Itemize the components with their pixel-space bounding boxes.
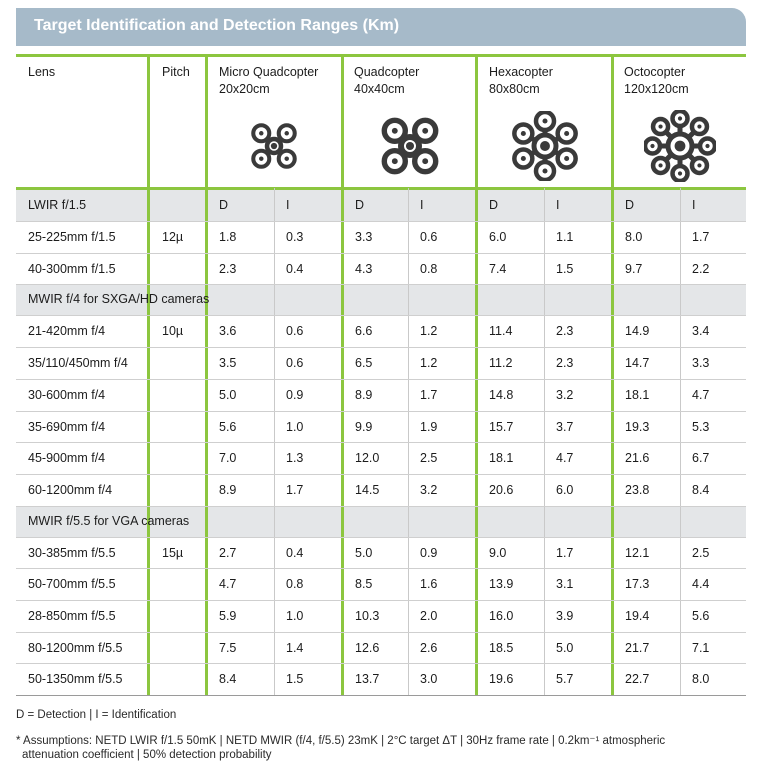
detection-value: 8.9 bbox=[219, 482, 237, 497]
detection-value: 8.0 bbox=[625, 230, 643, 244]
detection-value: 21.6 bbox=[625, 451, 650, 466]
identification-value: 2.3 bbox=[556, 356, 574, 371]
table-bottom-rule bbox=[16, 695, 746, 696]
row-divider bbox=[16, 411, 746, 412]
d-header: D bbox=[219, 198, 229, 212]
row-divider bbox=[16, 284, 746, 285]
detection-value: 17.3 bbox=[625, 577, 650, 592]
detection-value: 9.9 bbox=[355, 419, 373, 434]
identification-value: 5.6 bbox=[692, 609, 710, 623]
d-header: D bbox=[625, 198, 635, 212]
detection-value: 5.0 bbox=[355, 545, 373, 560]
detection-value: 12.6 bbox=[355, 640, 380, 655]
identification-value: 1.0 bbox=[286, 609, 304, 623]
detection-value: 6.0 bbox=[489, 230, 507, 244]
detection-value: 23.8 bbox=[625, 482, 650, 497]
detection-value: 7.4 bbox=[489, 261, 507, 276]
detection-value: 6.5 bbox=[355, 356, 373, 371]
identification-value: 8.4 bbox=[692, 482, 710, 497]
detection-value: 3.6 bbox=[219, 324, 237, 339]
detection-value: 15.7 bbox=[489, 419, 514, 434]
lens-cell: 21-420mm f/4 bbox=[28, 324, 106, 339]
detection-value: 6.6 bbox=[355, 324, 373, 339]
identification-value: 0.8 bbox=[420, 261, 438, 276]
row-divider bbox=[16, 632, 746, 633]
identification-value: 2.5 bbox=[692, 545, 710, 560]
identification-value: 1.5 bbox=[556, 261, 574, 276]
target-name: Quadcopter bbox=[354, 65, 420, 79]
section-header bbox=[16, 190, 746, 221]
section-label: MWIR f/4 for SXGA/HD cameras bbox=[28, 292, 210, 307]
identification-value: 3.0 bbox=[420, 672, 438, 687]
identification-value: 3.2 bbox=[556, 387, 574, 402]
identification-value: 0.6 bbox=[286, 324, 304, 339]
d-header: D bbox=[355, 198, 365, 212]
detection-value: 10.3 bbox=[355, 609, 380, 623]
identification-value: 1.7 bbox=[692, 230, 710, 244]
detection-value: 14.8 bbox=[489, 387, 514, 402]
identification-value: 0.6 bbox=[286, 356, 304, 371]
column-divider bbox=[147, 54, 150, 695]
lens-cell: 45-900mm f/4 bbox=[28, 451, 106, 466]
pitch-cell: 15µ bbox=[162, 545, 184, 560]
target-size: 80x80cm bbox=[489, 82, 540, 96]
d-header: D bbox=[489, 198, 499, 212]
row-divider bbox=[16, 474, 746, 475]
row-divider bbox=[16, 506, 746, 507]
identification-value: 3.7 bbox=[556, 419, 574, 434]
legend-text: D = Detection | I = Identification bbox=[16, 709, 177, 722]
lens-cell: 28-850mm f/5.5 bbox=[28, 609, 116, 623]
identification-value: 0.9 bbox=[420, 545, 438, 560]
row-divider bbox=[16, 379, 746, 380]
identification-value: 5.7 bbox=[556, 672, 574, 687]
detection-value: 8.5 bbox=[355, 577, 373, 592]
lens-cell: 30-385mm f/5.5 bbox=[28, 545, 116, 560]
row-divider bbox=[16, 315, 746, 316]
row-divider bbox=[16, 600, 746, 601]
identification-value: 1.4 bbox=[286, 640, 304, 655]
identification-value: 0.4 bbox=[286, 261, 304, 276]
detection-value: 9.7 bbox=[625, 261, 643, 276]
detection-value: 4.3 bbox=[355, 261, 373, 276]
page-title: Target Identification and Detection Ranges (Km) bbox=[34, 17, 400, 34]
pitch-cell: 12µ bbox=[162, 230, 184, 244]
lens-cell: 80-1200mm f/5.5 bbox=[28, 640, 123, 655]
detection-value: 9.0 bbox=[489, 545, 507, 560]
identification-value: 1.7 bbox=[556, 545, 574, 560]
detection-value: 19.6 bbox=[489, 672, 514, 687]
identification-value: 1.9 bbox=[420, 419, 438, 434]
identification-value: 3.1 bbox=[556, 577, 574, 592]
octocopter-icon bbox=[644, 110, 716, 187]
lens-cell: 50-700mm f/5.5 bbox=[28, 577, 116, 592]
title-bar bbox=[16, 8, 746, 46]
detection-value: 2.7 bbox=[219, 545, 237, 560]
i-header: I bbox=[692, 198, 696, 212]
identification-value: 4.7 bbox=[692, 387, 710, 402]
detection-value: 7.5 bbox=[219, 640, 237, 655]
detection-value: 14.5 bbox=[355, 482, 380, 497]
target-size: 120x120cm bbox=[624, 82, 689, 96]
identification-value: 0.4 bbox=[286, 545, 304, 560]
pitch-header: Pitch bbox=[162, 65, 190, 79]
section-label: LWIR f/1.5 bbox=[28, 198, 87, 212]
identification-value: 3.2 bbox=[420, 482, 438, 497]
i-header: I bbox=[286, 198, 290, 212]
identification-value: 3.3 bbox=[692, 356, 710, 371]
detection-value: 14.9 bbox=[625, 324, 650, 339]
identification-value: 1.1 bbox=[556, 230, 574, 244]
column-divider bbox=[341, 54, 344, 695]
row-divider bbox=[16, 347, 746, 348]
pitch-cell: 10µ bbox=[162, 324, 184, 339]
detection-value: 13.9 bbox=[489, 577, 514, 592]
detection-value: 3.5 bbox=[219, 356, 237, 371]
quadcopter-icon bbox=[377, 113, 443, 184]
row-divider bbox=[16, 442, 746, 443]
lens-cell: 35-690mm f/4 bbox=[28, 419, 106, 434]
detection-value: 7.0 bbox=[219, 451, 237, 466]
detection-value: 13.7 bbox=[355, 672, 380, 687]
identification-value: 2.5 bbox=[420, 451, 438, 466]
identification-value: 1.5 bbox=[286, 672, 304, 687]
detection-value: 3.3 bbox=[355, 230, 373, 244]
i-header: I bbox=[420, 198, 424, 212]
identification-value: 5.3 bbox=[692, 419, 710, 434]
footnote-line-1: * Assumptions: NETD LWIR f/1.5 50mK | NETD MWIR (f/4, f/5.5) 23mK | 2°C target ΔT | 30Hz frame rate | 0.2km⁻¹ atmospheric bbox=[16, 735, 666, 748]
row-divider bbox=[16, 568, 746, 569]
lens-cell: 50-1350mm f/5.5 bbox=[28, 672, 123, 687]
detection-value: 16.0 bbox=[489, 609, 514, 623]
identification-value: 6.7 bbox=[692, 451, 710, 466]
detection-value: 5.9 bbox=[219, 609, 237, 623]
identification-value: 1.2 bbox=[420, 356, 438, 371]
detection-value: 18.5 bbox=[489, 640, 514, 655]
identification-value: 3.4 bbox=[692, 324, 710, 339]
identification-value: 2.0 bbox=[420, 609, 438, 623]
lens-header: Lens bbox=[28, 65, 56, 79]
detection-value: 5.6 bbox=[219, 419, 237, 434]
lens-cell: 40-300mm f/1.5 bbox=[28, 261, 116, 276]
identification-value: 5.0 bbox=[556, 640, 574, 655]
identification-value: 1.7 bbox=[286, 482, 304, 497]
identification-value: 2.6 bbox=[420, 640, 438, 655]
row-divider bbox=[16, 221, 746, 222]
identification-value: 6.0 bbox=[556, 482, 574, 497]
detection-value: 21.7 bbox=[625, 640, 650, 655]
target-name: Micro Quadcopter bbox=[219, 65, 319, 79]
identification-value: 7.1 bbox=[692, 640, 710, 655]
target-name: Octocopter bbox=[624, 65, 686, 79]
detection-value: 8.4 bbox=[219, 672, 237, 687]
detection-value: 11.4 bbox=[489, 324, 513, 339]
column-divider bbox=[611, 54, 614, 695]
header-bottom-rule bbox=[16, 187, 746, 190]
detection-value: 12.1 bbox=[625, 545, 650, 560]
lens-cell: 35/110/450mm f/4 bbox=[28, 356, 128, 371]
lens-cell: 25-225mm f/1.5 bbox=[28, 230, 116, 244]
detection-value: 19.3 bbox=[625, 419, 650, 434]
identification-value: 1.6 bbox=[420, 577, 438, 592]
detection-value: 18.1 bbox=[625, 387, 650, 402]
identification-value: 2.3 bbox=[556, 324, 574, 339]
identification-value: 0.6 bbox=[420, 230, 438, 244]
identification-value: 1.2 bbox=[420, 324, 438, 339]
target-size: 40x40cm bbox=[354, 82, 405, 96]
target-size: 20x20cm bbox=[219, 82, 270, 96]
detection-value: 22.7 bbox=[625, 672, 650, 687]
column-divider bbox=[205, 54, 208, 695]
identification-value: 0.9 bbox=[286, 387, 304, 402]
detection-value: 1.8 bbox=[219, 230, 237, 244]
section-label: MWIR f/5.5 for VGA cameras bbox=[28, 513, 190, 528]
identification-value: 0.8 bbox=[286, 577, 304, 592]
detection-value: 14.7 bbox=[625, 356, 650, 371]
detection-value: 18.1 bbox=[489, 451, 514, 466]
row-divider bbox=[16, 253, 746, 254]
detection-value: 2.3 bbox=[219, 261, 237, 276]
identification-value: 4.7 bbox=[556, 451, 574, 466]
hexacopter-icon bbox=[510, 111, 580, 186]
lens-cell: 30-600mm f/4 bbox=[28, 387, 106, 402]
detection-value: 19.4 bbox=[625, 609, 650, 623]
identification-value: 2.2 bbox=[692, 261, 710, 276]
identification-value: 1.0 bbox=[286, 419, 304, 434]
column-divider bbox=[475, 54, 478, 695]
detection-value: 12.0 bbox=[355, 451, 380, 466]
row-divider bbox=[16, 537, 746, 538]
detection-value: 4.7 bbox=[219, 577, 237, 592]
identification-value: 3.9 bbox=[556, 609, 574, 623]
identification-value: 4.4 bbox=[692, 577, 710, 592]
identification-value: 8.0 bbox=[692, 672, 710, 687]
footnote-line-2: attenuation coefficient | 50% detection probability bbox=[22, 749, 272, 761]
row-divider bbox=[16, 663, 746, 664]
i-header: I bbox=[556, 198, 560, 212]
detection-value: 5.0 bbox=[219, 387, 237, 402]
micro-quadcopter-icon bbox=[247, 119, 301, 178]
detection-value: 11.2 bbox=[489, 356, 513, 371]
identification-value: 0.3 bbox=[286, 230, 304, 244]
identification-value: 1.3 bbox=[286, 451, 304, 466]
target-name: Hexacopter bbox=[489, 65, 553, 79]
lens-cell: 60-1200mm f/4 bbox=[28, 482, 113, 497]
header-top-rule bbox=[16, 54, 746, 57]
identification-value: 1.7 bbox=[420, 387, 438, 402]
detection-value: 8.9 bbox=[355, 387, 373, 402]
detection-value: 20.6 bbox=[489, 482, 514, 497]
